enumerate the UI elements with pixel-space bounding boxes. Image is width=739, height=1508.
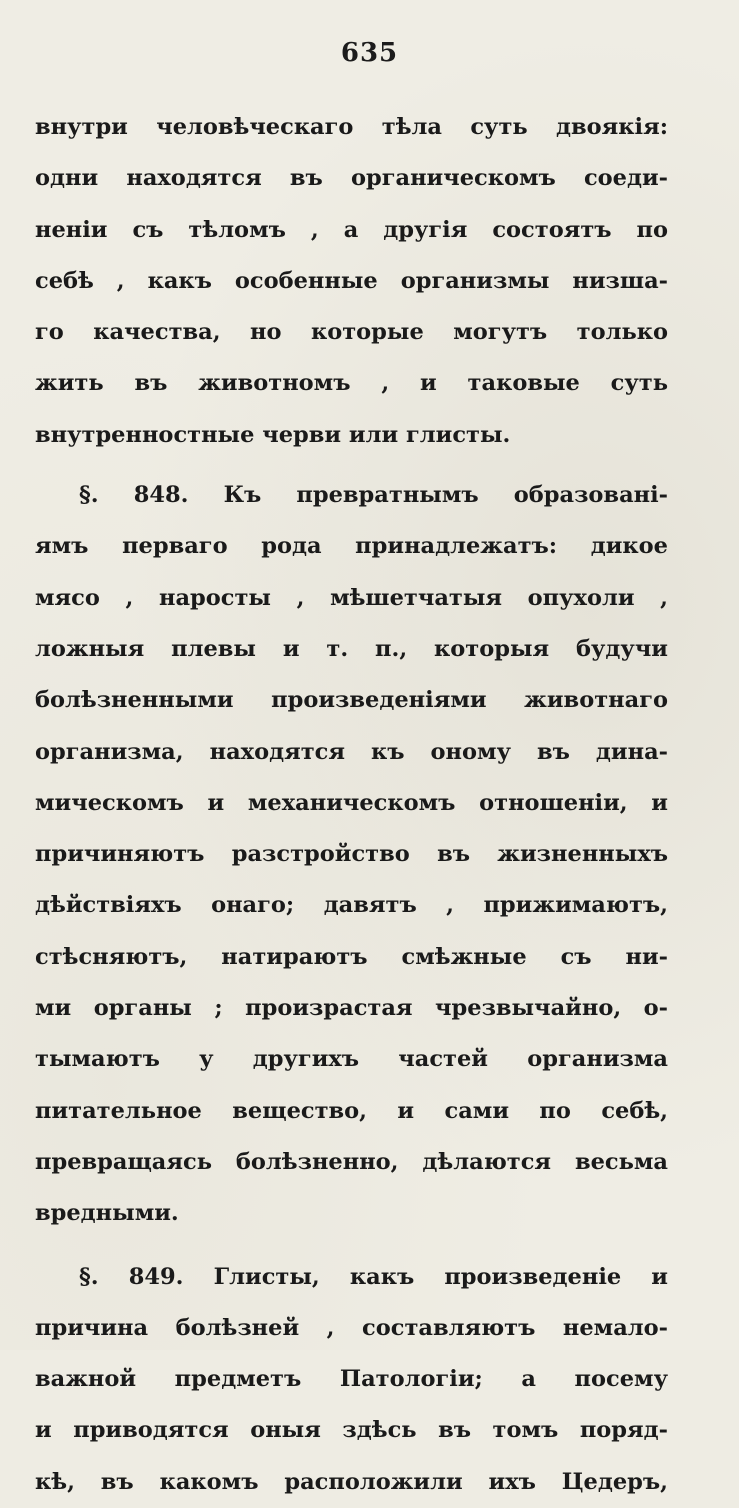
text-line: жить въ животномъ , и таковые суть [35,370,668,397]
text-line: вредными. [35,1200,179,1227]
text-line: внутренностные черви или глисты. [35,421,511,448]
paragraph-1 [35,102,668,461]
paragraph-gap [35,1240,668,1252]
text-line: неніи съ тѣломъ , а другія состоятъ по [35,216,668,243]
body-text [35,102,668,1508]
text-line: ми органы ; произрастая чрезвычайно, о- [35,995,668,1022]
text-line: одни находятся въ органическомъ соеди- [35,165,668,192]
text-line: ямъ перваго рода принадлежатъ: дикое [35,533,668,560]
text-line: тымаютъ у другихъ частей организма [35,1046,668,1073]
text-line: го качества, но которые могутъ только [35,319,668,346]
paragraph-gap [35,461,668,470]
page-number: 635 [340,38,399,68]
paragraph-848 [35,470,668,1239]
text-line: внутри человѣческаго тѣла суть двоякія: [35,114,668,140]
text-line: ложныя плевы и т. п., которыя будучи [35,635,668,662]
text-line: стѣсняютъ, натираютъ смѣжные съ ни- [35,943,668,970]
text-line: кѣ, въ какомъ расположили ихъ Цедеръ, [35,1468,668,1495]
text-line: дѣйствіяхъ онаго; давятъ , прижимаютъ, [35,892,668,919]
text-line: причиняютъ разстройство въ жизненныхъ [35,841,668,868]
text-line: и приводятся оныя здѣсь въ томъ поряд- [35,1417,668,1444]
text-line: превращаясь болѣзненно, дѣлаются весьма [35,1148,668,1175]
text-line: себѣ , какъ особенные организмы низша- [35,267,668,294]
text-line: питательное вещество, и сами по себѣ, [35,1097,668,1124]
text-line: §. 849. Глисты, какъ произведеніе и [79,1263,668,1290]
paragraph-849 [35,1252,668,1508]
text-line: мическомъ и механическомъ отношеніи, и [35,789,668,816]
text-line: мясо , наросты , мѣшетчатыя опухоли , [35,584,668,611]
text-line: важной предметъ Патологіи; а посему [35,1366,668,1393]
text-line: §. 848. Къ превратнымъ образовані- [79,482,668,509]
text-line: причина болѣзней , составляютъ немало- [35,1314,668,1341]
text-line: организма, находятся къ оному въ дина- [35,738,668,765]
text-line: болѣзненными произведеніями животнаго [35,687,668,714]
